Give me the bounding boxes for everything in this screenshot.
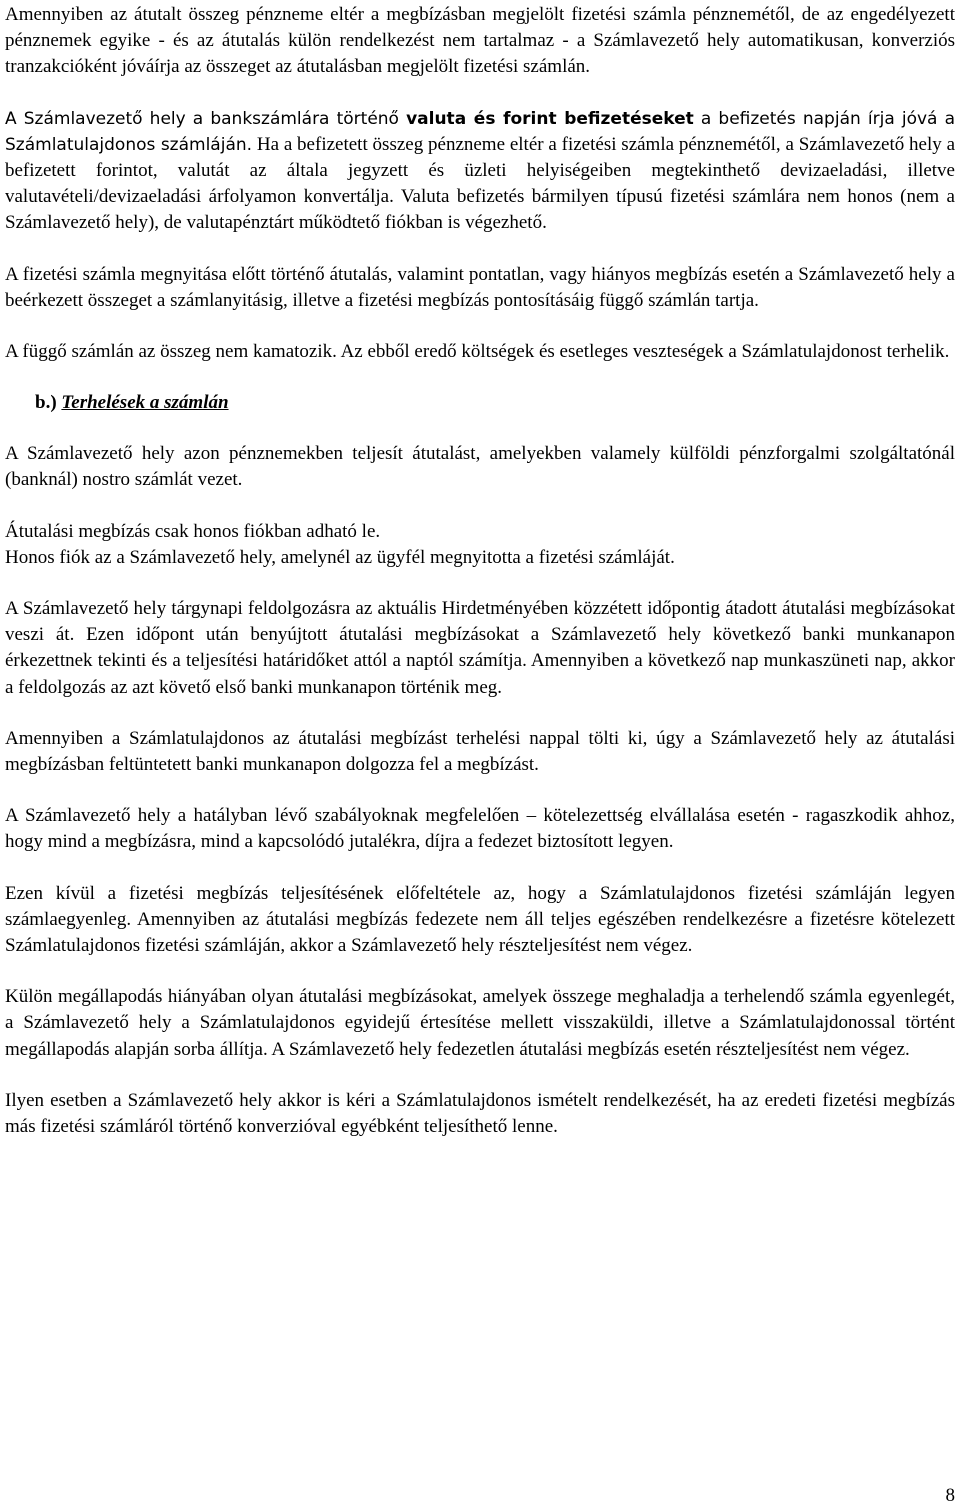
- paragraph-coverage: A Számlavezető hely a hatályban lévő szabályoknak megfelelően – kötelezettség elvállalása esetén - ragaszkodik ahhoz, hogy mind a megbízásra, mind a kapcsolódó jutalékra, díjra a fedezet biztosított legyen.: [5, 805, 955, 853]
- page-number: 8: [945, 1485, 955, 1506]
- section-heading-title: Terhelések a számlán: [61, 392, 229, 414]
- paragraph-debit-date: Amennyiben a Számlatulajdonos az átutalási megbízást terhelési nappal tölti ki, úgy a Számlavezető hely az átutalási megbízásban feltüntetett banki munkanapon dolgozza fel a megbízást.: [5, 727, 955, 776]
- paragraph-processing-time: A Számlavezető hely tárgynapi feldolgozásra az aktuális Hirdetményében közzétett időpontig átadott átutalási megbízásokat veszi át. Ezen időpont után benyújtott átutalási megbízásokat a Számlavezető hely következő banki munkanapon érkezettnek tekinti és a teljesítési határidőket attól a naptól számítja. Amennyiben a következő nap munkaszüneti nap, akkor a feldolgozás az azt követő első banki munkanapon történik meg.: [5, 598, 955, 698]
- paragraph-nostro: A Számlavezető hely azon pénznemekben teljesít átutalást, amelyekben valamely külföldi pénzforgalmi szolgáltatónál (banknál) nostro számlát vezet.: [5, 443, 955, 491]
- section-heading: [5, 390, 955, 416]
- paragraph-deposits-conversion: Ha a befizetett összeg pénzneme eltér a fizetési számla pénznemétől, a Számlavezető hely a befizetett forintot, valutát az általa jegyzett és üzleti helyiségeiben megtekinthető devizaeladási, illetve valutavételi/devizaeladási árfolyamon konvertálja. Valuta befizetés bármilyen típusú fizetési számlára nem honos (nem a Számlavezető hely), de valutapénztárt működtető fiókban is végezhető.: [5, 133, 955, 234]
- paragraph-insufficient-funds: Külön megállapodás hiányában olyan átutalási megbízásokat, amelyek összege meghaladja a terhelendő számla egyenlegét, a Számlavezető hely a Számlatulajdonos egyidejű értesítése mellett visszaküldi, illetve a Számlatulajdonossal történt megállapodás alapján sorba állítja. A Számlavezető hely fedezetlen átutalási megbízás esetén részteljesítést nem végez.: [5, 986, 955, 1060]
- section-heading-number: b.): [35, 392, 57, 414]
- paragraph-deposits-credit: a befizetés napján írja jóvá a Számlatulajdonos számláján.: [5, 108, 955, 155]
- document-page: [5, 0, 955, 1165]
- paragraph-pending-account: A fizetési számla megnyitása előtt történő átutalás, valamint pontatlan, vagy hiányos megbízás esetén a Számlavezető hely a beérkezett összeget a számlanyitásig, illetve a fizetési megbízás pontosításáig függő számlán tartja.: [5, 263, 955, 311]
- paragraph-repeat-instruction: Ilyen esetben a Számlavezető hely akkor is kéri a Számlatulajdonos ismételt rendelkezését, ha az eredeti fizetési megbízás más fizetési számláról történő konverzióval egyébként teljesíthető lenne.: [5, 1089, 955, 1138]
- paragraph-home-branch-rule: Átutalási megbízás csak honos fiókban adható le.: [5, 520, 381, 542]
- paragraph-currency-conversion: Amennyiben az átutalt összeg pénzneme eltér a megbízásban megjelölt fizetési számla pénznemétől, de az engedélyezett pénznemek egyike - és az átutalás külön rendelkezést nem tartalmaz - a Számlavezető hely automatikusan, konverziós tranzakcióként jóváírja az összeget az átutalásban megjelölt fizetési számlán.: [5, 4, 955, 78]
- paragraph-balance-requirement: Ezen kívül a fizetési megbízás teljesítésének előfeltétele az, hogy a Számlatulajdonos fizetési számláján legyen számlaegyenleg. Amennyiben az átutalási megbízás fedezete nem áll teljes egészében rendelkezésre a fizetésre kötelezett Számlatulajdonos fizetési számláján, akkor a Számlavezető hely részteljesítést nem végez.: [5, 882, 955, 957]
- paragraph-home-branch-definition: Honos fiók az a Számlavezető hely, amelynél az ügyfél megnyitotta a fizetési számláját.: [5, 546, 675, 568]
- paragraph-deposits: [5, 106, 955, 237]
- paragraph-no-interest: A függő számlán az összeg nem kamatozik. Az ebből eredő költségek és esetleges veszteségek a Számlatulajdonost terhelik.: [5, 341, 950, 363]
- paragraph-deposits-bold: valuta és forint befizetéseket: [406, 108, 694, 129]
- paragraph-deposits-intro: A Számlavezető hely a bankszámlára történő: [5, 108, 407, 129]
